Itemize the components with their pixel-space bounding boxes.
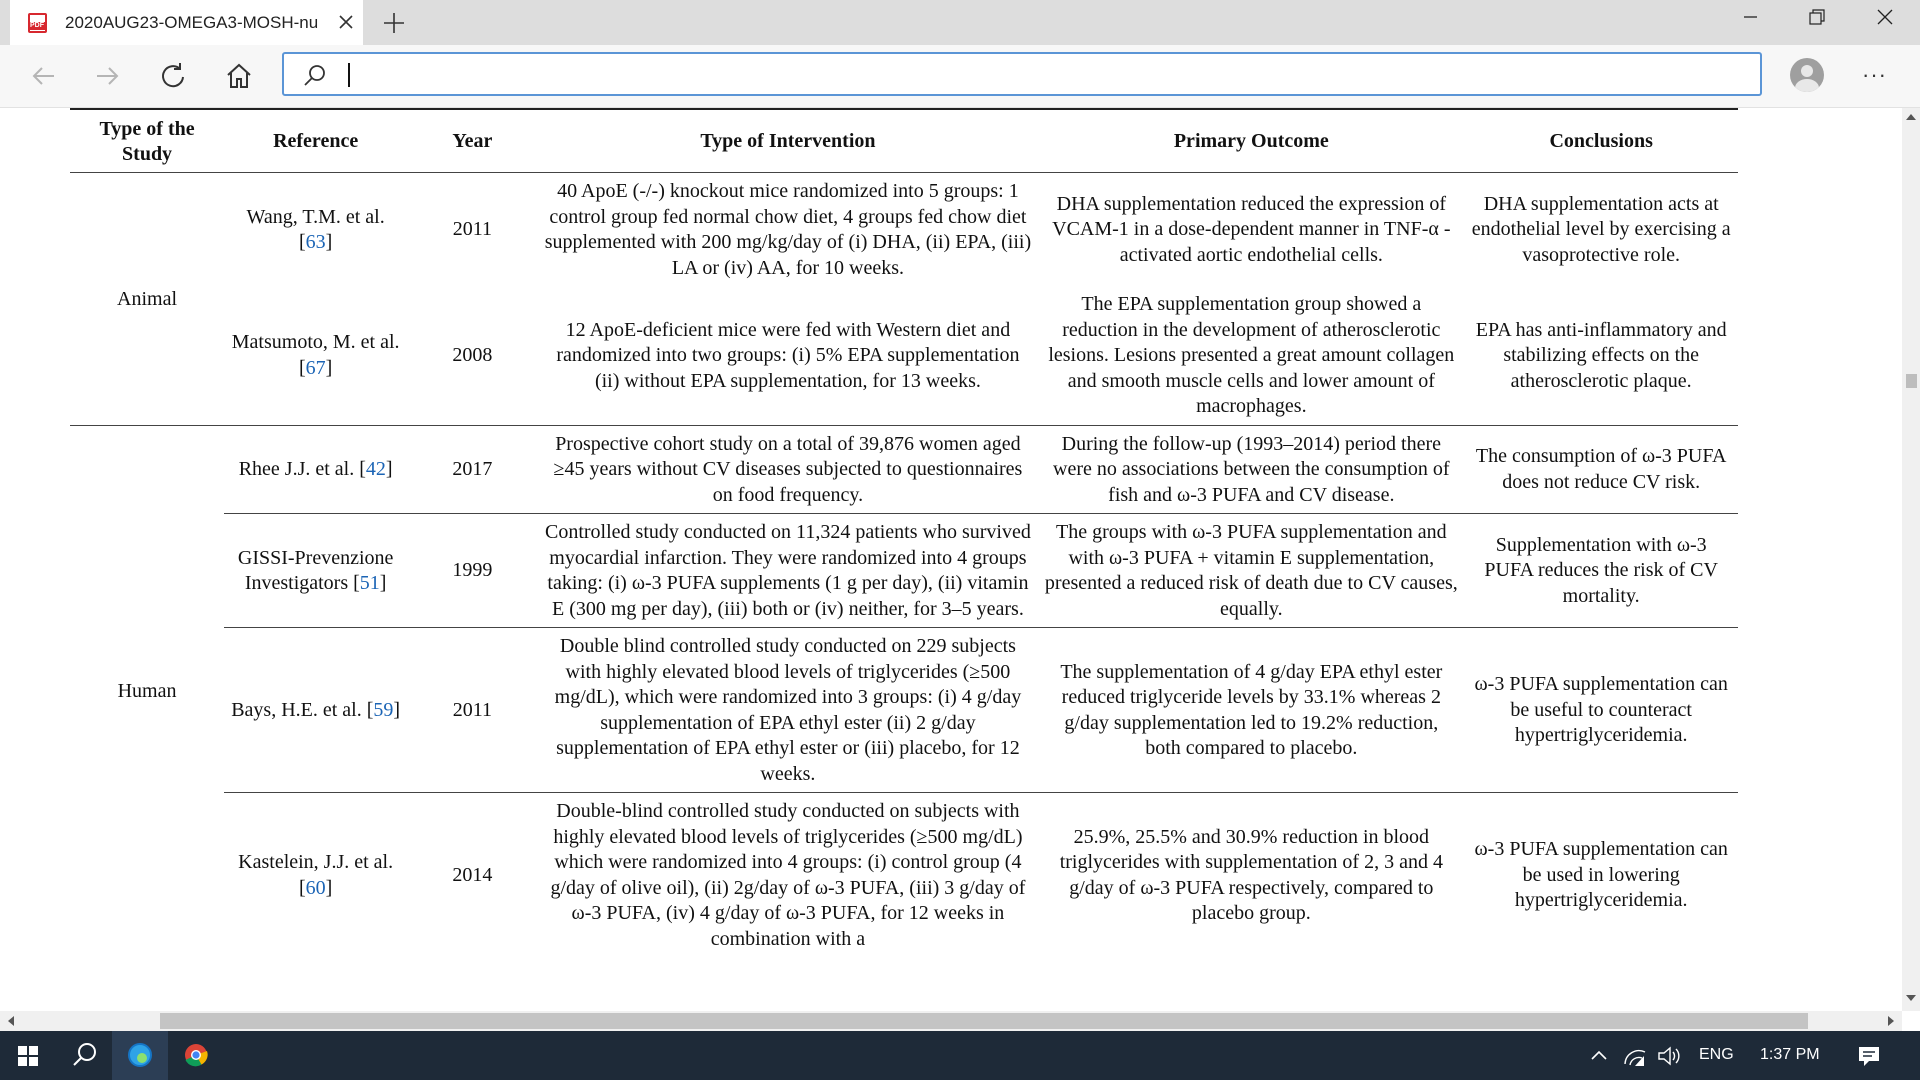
browser-titlebar: [0, 0, 1920, 45]
pdf-viewer: [0, 108, 1902, 1011]
close-window-icon[interactable]: [1850, 0, 1920, 45]
header-reference: Reference: [273, 130, 359, 153]
header-conclusions: Conclusions: [1549, 130, 1653, 153]
browser-toolbar: [0, 45, 1920, 108]
citation-link[interactable]: 63: [305, 231, 326, 253]
citation-link[interactable]: 67: [305, 356, 326, 379]
table-row: [70, 425, 1738, 514]
outcome-cell: 25.9%, 25.5% and 30.9% reduction in blood triglycerides with supplementation of 2, 3 and 4 g/day of ω-3 PUFA respectively, compared to placebo group.: [1038, 793, 1464, 958]
citation-link[interactable]: 60: [305, 876, 326, 899]
horizontal-scrollbar[interactable]: [0, 1011, 1902, 1031]
taskbar: [0, 1031, 1920, 1080]
volume-icon[interactable]: [1656, 1044, 1682, 1068]
intervention-cell: 40 ApoE (-/-) knockout mice randomized into 5 groups: 1 control group fed normal chow diet, 4 groups fed chow diet supplemented with 200 mg/kg/day of (i) DHA, (ii) EPA, (iii) LA or (iv) AA, for 10 weeks.: [544, 180, 1032, 279]
intervention-cell: Prospective cohort study on a total of 39,876 women aged ≥45 years without CV diseases subjected to questionnaires on food frequency.: [553, 432, 1023, 506]
outcome-cell: DHA supplementation reduced the expression of VCAM-1 in a dose-dependent manner in TNF-α -activated aortic endothelial cells.: [1052, 192, 1451, 266]
vertical-scrollbar[interactable]: [1902, 108, 1920, 1011]
conclusion-cell: ω-3 PUFA supplementation can be used in lowering hypertriglyceridemia.: [1464, 793, 1738, 958]
reference-author: Matsumoto, M. et al.: [231, 331, 400, 354]
scroll-left-icon[interactable]: [8, 1016, 14, 1026]
windows-start-icon[interactable]: [0, 1031, 56, 1080]
forward-icon[interactable]: [91, 59, 125, 93]
chrome-icon[interactable]: [168, 1031, 224, 1080]
conclusion-cell: Supplementation with ω-3 PUFA reduces the risk of CV mortality.: [1464, 514, 1738, 628]
study-table: [70, 108, 1738, 957]
year-cell: 2014: [407, 793, 537, 958]
citation-link[interactable]: 51: [359, 572, 380, 594]
outcome-cell: During the follow-up (1993–2014) period there were no associations between the consumption of fish and ω-3 PUFA and CV disease.: [1053, 432, 1450, 506]
address-input[interactable]: [354, 60, 1738, 90]
conclusion-cell: ω-3 PUFA supplementation can be useful to counteract hypertriglyceridemia.: [1464, 628, 1738, 793]
home-icon[interactable]: [222, 59, 256, 93]
reference-author: Kastelein, J.J. et al.: [238, 851, 394, 873]
intervention-cell: Double-blind controlled study conducted on subjects with highly elevated blood levels of triglycerides (≥500 mg/dL) which were randomized into 4 groups: (i) control group (4 g/day of olive oil), (ii) 2g/day of ω-3 PUFA, (iii) 3 g/day of ω-3 PUFA, (iv) 4 g/day of ω-3 PUFA, for 12 weeks in combination with a: [538, 793, 1039, 958]
reference-cell: Rhee J.J. et al. [42]: [238, 458, 393, 480]
intervention-cell: Double blind controlled study conducted on 229 subjects with highly elevated blood levels of triglycerides (≥500 mg/dL), which were randomized into 3 groups: (i) 4 g/day supplementation of EPA ethyl ester (ii) 2 g/day supplementation of EPA ethyl ester or (iii) placebo, for 12 weeks.: [538, 628, 1039, 793]
pdf-icon: PDF: [28, 13, 47, 33]
notification-icon[interactable]: [1856, 1044, 1882, 1068]
conclusion-cell: The consumption of ω-3 PUFA does not reduce CV risk.: [1475, 445, 1727, 493]
year-cell: 2017: [452, 458, 493, 480]
header-outcome: Primary Outcome: [1173, 130, 1329, 153]
citation-link[interactable]: 59: [373, 698, 394, 721]
outcome-cell: The supplementation of 4 g/day EPA ethyl ester reduced triglyceride levels by 33.1% whereas 2 g/day supplementation led to 19.2% reduction, both compared to placebo.: [1038, 628, 1464, 793]
plus-icon[interactable]: [380, 9, 408, 37]
year-cell: 2011: [452, 218, 493, 241]
browser-tab[interactable]: [10, 0, 363, 45]
scroll-right-icon[interactable]: [1888, 1016, 1894, 1026]
study-type-cell: Animal: [117, 287, 178, 310]
refresh-icon[interactable]: [156, 59, 190, 93]
profile-icon[interactable]: [1790, 58, 1824, 92]
close-icon[interactable]: [335, 11, 357, 33]
year-cell: 2008: [452, 344, 493, 366]
table-row: [70, 514, 1738, 628]
more-menu-button[interactable]: ···: [1862, 62, 1887, 87]
language-indicator[interactable]: ENG: [1699, 1046, 1734, 1063]
scroll-up-icon[interactable]: [1906, 114, 1916, 120]
header-year: Year: [452, 130, 493, 153]
reference-cell: Matsumoto, M. et al. [67]: [231, 331, 400, 379]
minimize-icon[interactable]: [1715, 0, 1785, 45]
outcome-cell: The groups with ω-3 PUFA supplementation and with ω-3 PUFA + vitamin E supplementation, presented a reduced risk of death due to CV causes, equally.: [1038, 514, 1464, 628]
text-caret: [348, 63, 350, 87]
table-row: [70, 286, 1738, 425]
citation-link[interactable]: 42: [365, 458, 386, 480]
restore-icon[interactable]: [1782, 0, 1852, 45]
table-row: [70, 793, 1738, 958]
intervention-cell: 12 ApoE-deficient mice were fed with Western diet and randomized into two groups: (i) 5% EPA supplementation (ii) without EPA supplementation, for 13 weeks.: [556, 318, 1020, 392]
back-icon[interactable]: [26, 59, 60, 93]
reference-cell: GISSI-Prevenzione Investigators [51]: [224, 514, 407, 628]
edge-icon[interactable]: [112, 1031, 168, 1080]
table-row: [70, 628, 1738, 793]
header-type: Type of the Study: [99, 117, 195, 165]
tab-title: 2020AUG23-OMEGA3-MOSH-nu: [65, 13, 319, 32]
reference-cell: Wang, T.M. et al. [63]: [246, 205, 385, 253]
search-icon[interactable]: [56, 1031, 112, 1080]
intervention-cell: Controlled study conducted on 11,324 patients who survived myocardial infarction. They were randomized into 4 groups taking: (i) ω-3 PUFA supplements (1 g per day), (ii) vitamin E (300 mg per day), (iii) both or (iv) neither, for 3–5 years.: [538, 514, 1039, 628]
reference-cell: Bays, H.E. et al. [59]: [224, 628, 407, 793]
scroll-down-icon[interactable]: [1906, 995, 1916, 1001]
network-icon[interactable]: [1622, 1044, 1648, 1068]
reference-author: Rhee J.J. et al.: [238, 458, 355, 480]
table-header-row: [70, 109, 1738, 173]
chevron-up-icon[interactable]: [1588, 1045, 1610, 1067]
reference-author: GISSI-Prevenzione Investigators: [237, 546, 394, 594]
reference-author: Wang, T.M. et al.: [246, 205, 385, 228]
vertical-scroll-thumb[interactable]: [1906, 374, 1917, 388]
year-cell: 1999: [407, 514, 537, 628]
search-icon: [302, 63, 328, 89]
address-bar[interactable]: [282, 52, 1762, 96]
study-type-cell: Human: [117, 680, 177, 702]
clock[interactable]: 1:37 PM: [1760, 1046, 1820, 1063]
header-intervention: Type of Intervention: [700, 130, 876, 153]
table-row: [70, 173, 1738, 287]
horizontal-scroll-thumb[interactable]: [160, 1013, 1808, 1029]
reference-author: Bays, H.E. et al.: [231, 698, 362, 721]
conclusion-cell: EPA has anti-inflammatory and stabilizing effects on the atherosclerotic plaque.: [1475, 318, 1727, 392]
outcome-cell: The EPA supplementation group showed a reduction in the development of atherosclerotic lesions. Lesions presented a great amount collagen and smooth muscle cells and lower amount of macrophages.: [1048, 293, 1455, 417]
reference-cell: Kastelein, J.J. et al. [60]: [224, 793, 407, 958]
conclusion-cell: DHA supplementation acts at endothelial level by exercising a vasoprotective role.: [1471, 192, 1731, 266]
year-cell: 2011: [407, 628, 537, 793]
